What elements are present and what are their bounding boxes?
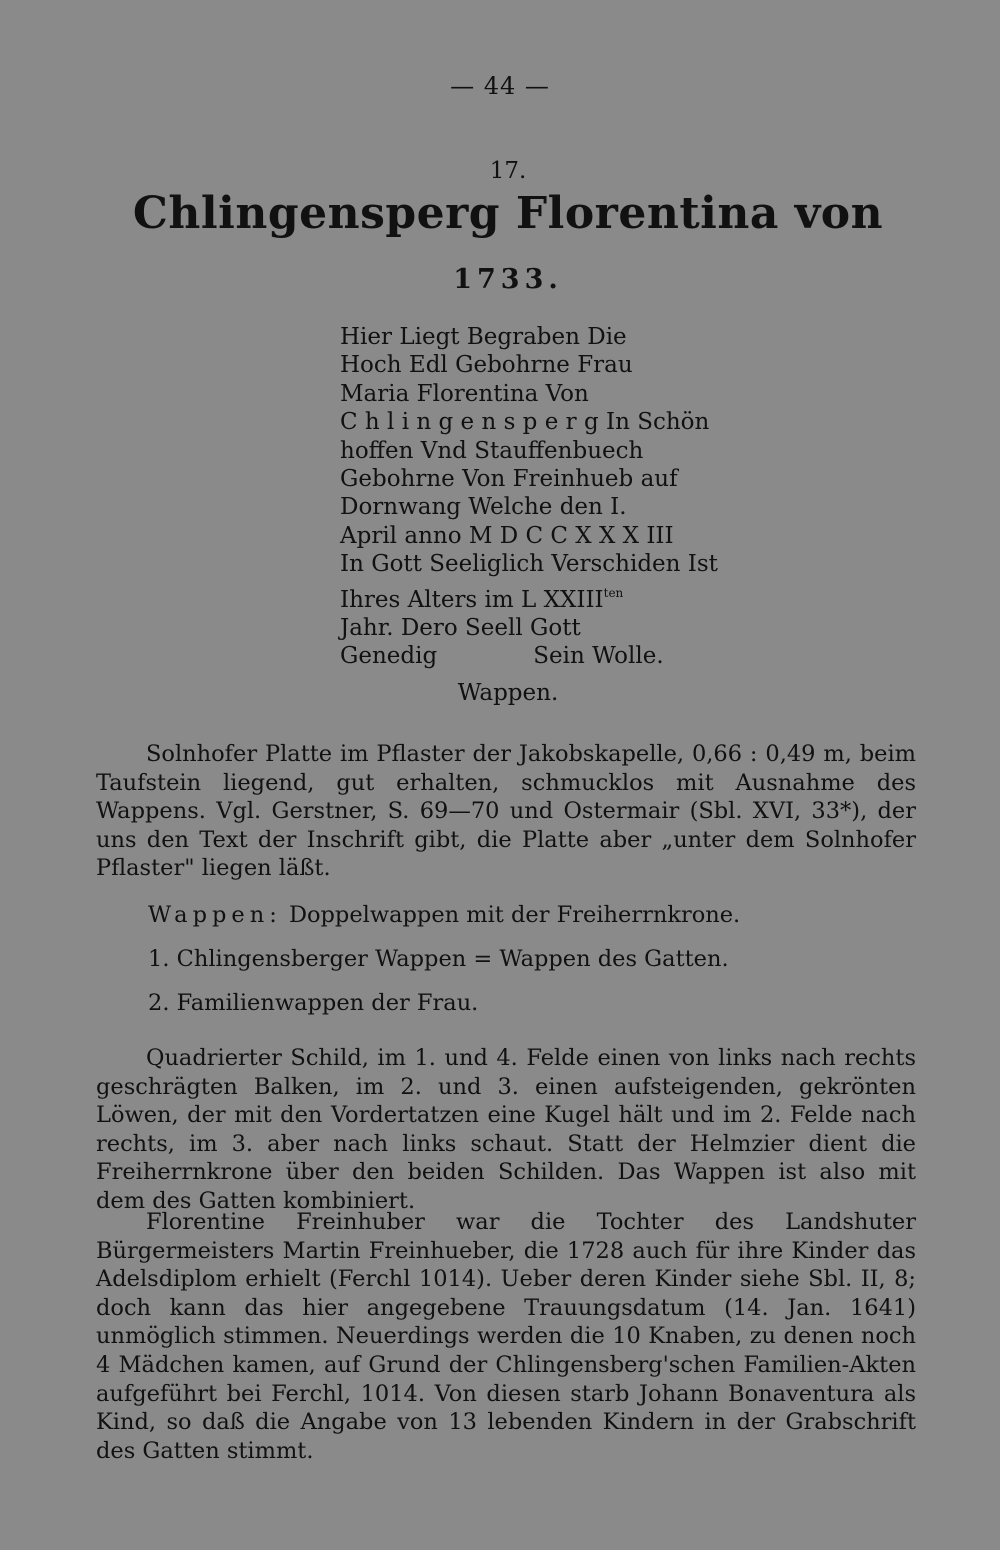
inscription-line: April anno M D C C X X X III xyxy=(340,522,674,549)
wappen-item-1: 1. Chlingensberger Wappen = Wappen des Gatten. xyxy=(148,946,729,972)
entry-year: 1733. xyxy=(453,264,563,295)
paragraph-description: Solnhofer Platte im Pflaster der Jakobskapelle, 0,66 : 0,49 m, beim Taufstein liegend, gut erhalten, schmucklos mit Ausnahme des Wappens. Vgl. Gerstner, S. 69—70 und Ostermair (Sbl. XVI, 33*), der uns den Text der Inschrift gibt, die Platte aber „unter dem Solnhofer Pflaster" liegen läßt. xyxy=(96,741,916,882)
inscription-line: C h l i n g e n s p e r g In Schön xyxy=(340,409,710,436)
inscription-text xyxy=(340,323,760,671)
entry-number: 17. xyxy=(489,158,527,184)
page-number: — 44 — xyxy=(450,72,550,100)
inscription-line: Dornwang Welche den I. xyxy=(340,494,627,521)
entry-title: Chlingensperg Florentina von xyxy=(132,188,884,239)
inscription-line-split xyxy=(340,642,760,670)
inscription-line: Jahr. Dero Seell Gott xyxy=(340,615,581,642)
inscription-line: Ihres Alters im L XXIII xyxy=(340,586,604,613)
inscription-line: Hier Liegt Begraben Die xyxy=(340,324,627,350)
section-heading: Wappen. xyxy=(457,680,559,706)
inscription-line: Gebohrne Von Freinhueb auf xyxy=(340,466,678,493)
inscription-line: Genedig xyxy=(340,643,438,670)
inscription-line-with-sup xyxy=(340,579,760,614)
wappen-description: Doppelwappen mit der Freiherrnkrone. xyxy=(288,902,741,928)
inscription-line: Hoch Edl Gebohrne Frau xyxy=(340,352,633,379)
inscription-line: Maria Florentina Von xyxy=(340,380,589,407)
inscription-superscript: ten xyxy=(603,585,624,600)
inscription-line: hoffen Vnd Stauffenbuech xyxy=(340,437,644,464)
wappen-block xyxy=(148,900,928,1032)
inscription-line: In Gott Seeliglich Verschiden Ist xyxy=(340,551,718,578)
wappen-item-2: 2. Familienwappen der Frau. xyxy=(148,990,479,1016)
paragraph-heraldry: Quadrierter Schild, im 1. und 4. Felde einen von links nach rechts geschrägten Balken, im 2. und 3. einen aufsteigenden, gekrönten Löwen, der mit den Vordertatzen eine Kugel hält und im 2. Felde nach rechts, im 3. aber nach links schaut. Statt der Helmzier dient die Freiherrnkrone über den beiden Schilden. Das Wappen ist also mit dem des Gatten kombiniert. xyxy=(96,1045,916,1214)
paragraph-family: Florentine Freinhuber war die Tochter des Landshuter Bürgermeisters Martin Freinhueber, die 1728 auch für ihre Kinder das Adelsdiplom erhielt (Ferchl 1014). Ueber deren Kinder siehe Sbl. II, 8; doch kann das hier angegebene Trauungsdatum (14. Jan. 1641) unmöglich stimmen. Neuerdings werden die 10 Knaben, zu denen noch 4 Mädchen kamen, auf Grund der Chlingensberg'schen Familien-Akten aufgeführt bei Ferchl, 1014. Von diesen starb Johann Bonaventura als Kind, so daß die Angabe von 13 lebenden Kindern in der Grabschrift des Gatten stimmt. xyxy=(96,1209,916,1464)
wappen-label: Wappen: xyxy=(148,902,282,928)
inscription-line: Sein Wolle. xyxy=(533,643,664,670)
wappen-row xyxy=(148,900,928,930)
